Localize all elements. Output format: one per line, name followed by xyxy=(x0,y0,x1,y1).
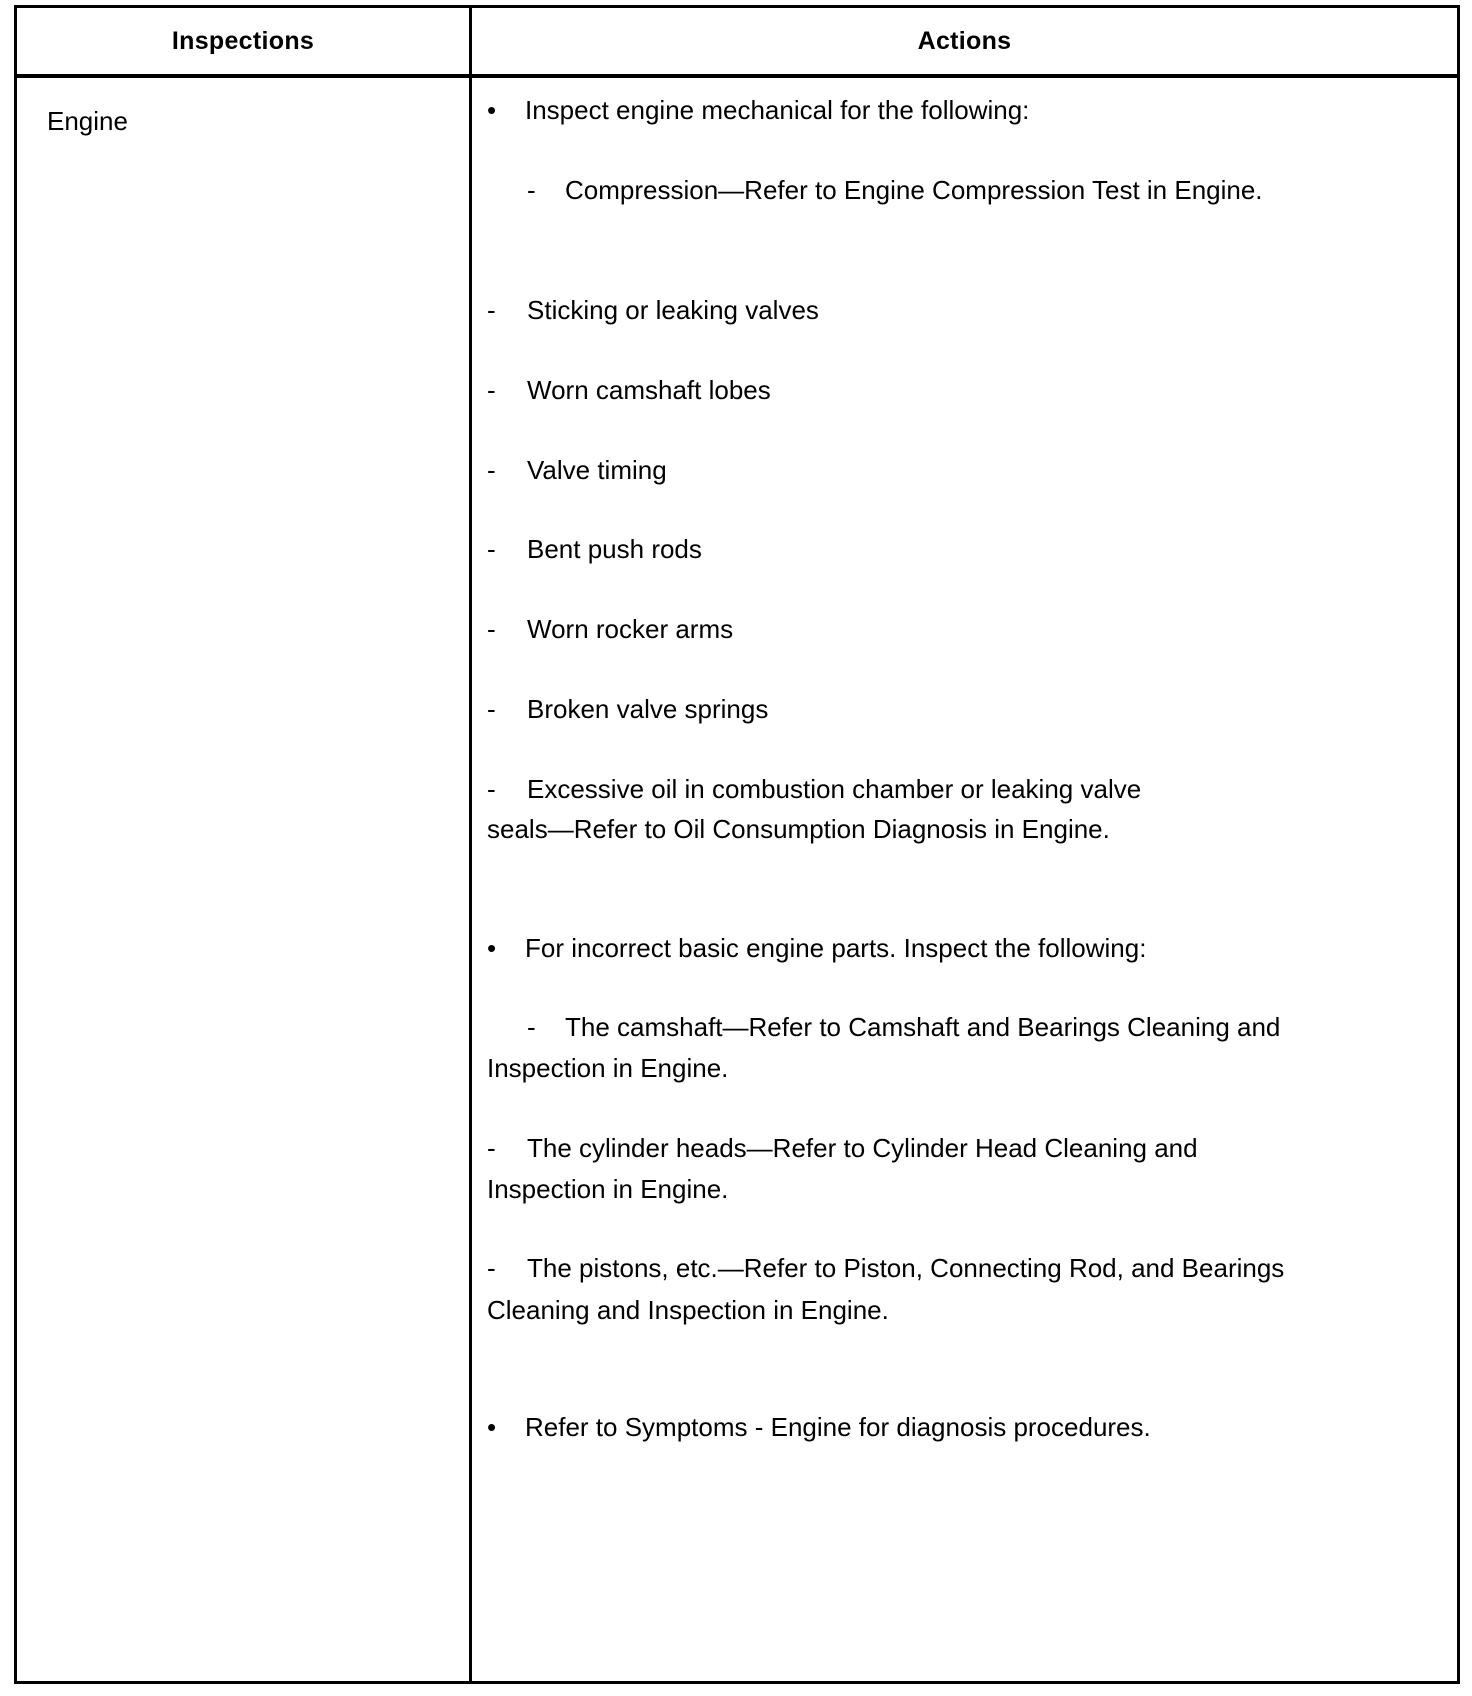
action-valve-timing: Valve timing xyxy=(527,455,667,485)
inspection-engine: Engine xyxy=(47,106,128,136)
column-divider xyxy=(469,8,472,1681)
action-camshaft-cont: Inspection in Engine. xyxy=(487,1053,729,1083)
action-compression: Compression—Refer to Engine Compression Test in Engine. xyxy=(565,175,1263,205)
dash-marker: - xyxy=(487,1253,496,1283)
action-pistons-cont: Cleaning and Inspection in Engine. xyxy=(487,1295,889,1325)
bullet-marker: • xyxy=(487,95,497,125)
dash-marker: - xyxy=(527,1012,536,1042)
dash-marker: - xyxy=(487,375,496,405)
dash-marker: - xyxy=(527,175,536,205)
action-excessive-oil-cont: seals—Refer to Oil Consumption Diagnosis in Engine. xyxy=(487,814,1110,844)
action-refer-symptoms: Refer to Symptoms - Engine for diagnosis procedures. xyxy=(525,1412,1151,1442)
dash-marker: - xyxy=(487,614,496,644)
bullet-marker: • xyxy=(487,933,497,963)
dash-marker: - xyxy=(487,455,496,485)
dash-marker: - xyxy=(487,534,496,564)
action-broken-valve-springs: Broken valve springs xyxy=(527,694,769,724)
dash-marker: - xyxy=(487,694,496,724)
action-camshaft: The camshaft—Refer to Camshaft and Bearings Cleaning and xyxy=(565,1012,1281,1042)
dash-marker: - xyxy=(487,774,496,804)
bullet-marker: • xyxy=(487,1412,497,1442)
action-sticking-valves: Sticking or leaking valves xyxy=(527,295,819,325)
action-excessive-oil: Excessive oil in combustion chamber or leaking valve xyxy=(527,774,1142,804)
action-bent-push-rods: Bent push rods xyxy=(527,534,702,564)
inspection-table xyxy=(14,5,1460,1684)
action-cylinder-heads-cont: Inspection in Engine. xyxy=(487,1174,729,1204)
action-cylinder-heads: The cylinder heads—Refer to Cylinder Head Cleaning and xyxy=(527,1133,1198,1163)
action-inspect-mechanical: Inspect engine mechanical for the following: xyxy=(525,95,1030,125)
action-worn-rocker-arms: Worn rocker arms xyxy=(527,614,734,644)
dash-marker: - xyxy=(487,1133,496,1163)
header-divider xyxy=(17,74,1457,78)
action-pistons: The pistons, etc.—Refer to Piston, Connecting Rod, and Bearings xyxy=(527,1253,1285,1283)
dash-marker: - xyxy=(487,295,496,325)
header-actions: Actions xyxy=(917,26,1012,55)
action-incorrect-parts: For incorrect basic engine parts. Inspect the following: xyxy=(525,933,1147,963)
header-inspections: Inspections xyxy=(171,26,315,55)
action-worn-camshaft-lobes: Worn camshaft lobes xyxy=(527,375,771,405)
